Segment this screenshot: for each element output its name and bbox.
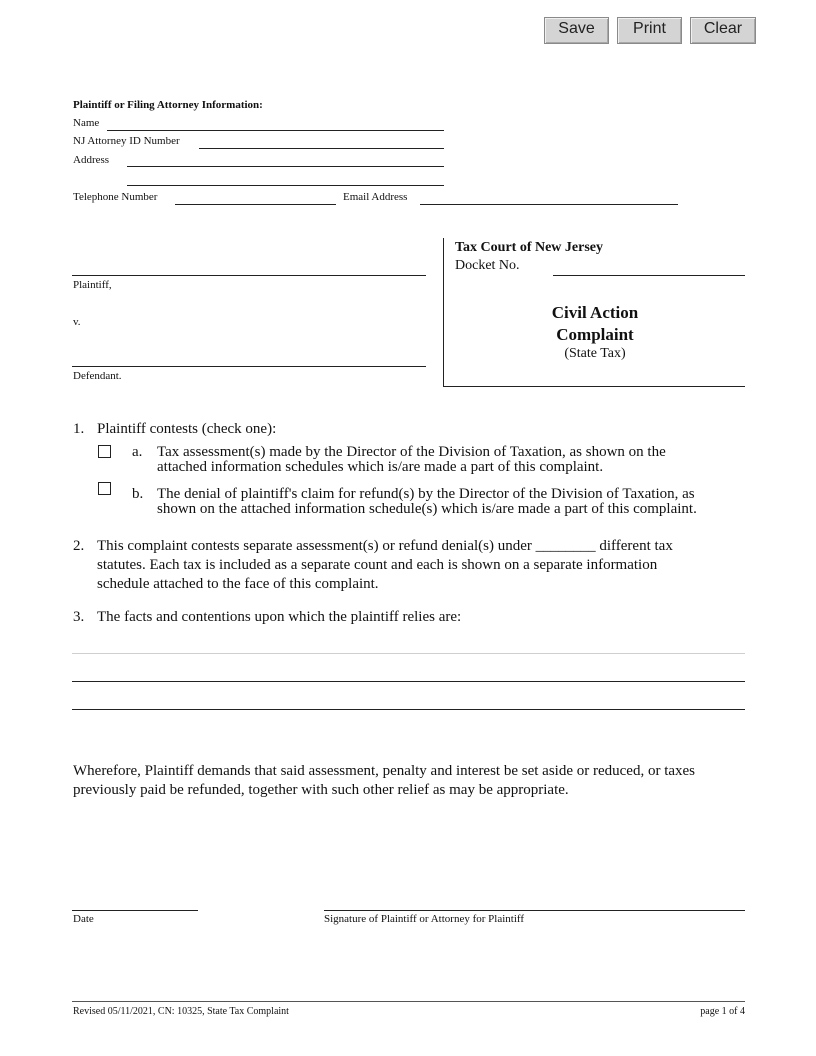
signature-label: Signature of Plaintiff or Attorney for Plaintiff <box>324 913 525 925</box>
telephone-label: Telephone Number <box>73 191 158 203</box>
document-title-line2: Complaint <box>556 325 634 344</box>
address-line1-input[interactable] <box>127 152 444 167</box>
versus-label: v. <box>73 316 81 328</box>
option-b-letter: b. <box>132 486 144 502</box>
caption-divider-bottom <box>443 386 745 387</box>
option-a-text-line2: attached information schedules which is/are made a part of this complaint. <box>157 459 604 475</box>
print-button[interactable]: Print <box>617 17 682 44</box>
caption-divider-vertical <box>443 238 444 386</box>
item3-text: The facts and contentions upon which the plaintiff relies are: <box>97 609 462 625</box>
facts-line-1[interactable] <box>72 653 745 654</box>
plaintiff-label: Plaintiff, <box>73 279 112 291</box>
docket-number-input[interactable] <box>553 261 745 276</box>
facts-line-2[interactable] <box>72 681 745 682</box>
revision-info: Revised 05/11/2021, CN: 10325, State Tax Complaint <box>73 1006 289 1017</box>
item2-text-line1b: different tax <box>599 538 673 554</box>
name-label: Name <box>73 117 100 129</box>
document-subtitle: (State Tax) <box>564 346 626 361</box>
attorney-id-input[interactable] <box>199 134 444 149</box>
item2-text-line2: statutes. Each tax is included as a separate count and each is shown on a separate information <box>97 557 658 573</box>
option-a-text-line1: Tax assessment(s) made by the Director of the Division of Taxation, as shown on the <box>157 444 666 460</box>
attorney-id-label: NJ Attorney ID Number <box>73 135 180 147</box>
address-label: Address <box>73 154 110 166</box>
docket-label: Docket No. <box>455 258 520 273</box>
item2-text-line3: schedule attached to the face of this complaint. <box>97 576 379 592</box>
email-input[interactable] <box>420 190 678 205</box>
name-input[interactable] <box>107 116 444 131</box>
item2-number: 2. <box>73 538 85 554</box>
address-line2-input[interactable] <box>127 171 444 186</box>
page-number: page 1 of 4 <box>700 1006 745 1017</box>
item1-text: Plaintiff contests (check one): <box>97 421 277 437</box>
defendant-name-input[interactable] <box>72 352 426 367</box>
statute-count-input[interactable]: ________ <box>535 538 596 554</box>
attorney-info-heading: Plaintiff or Filing Attorney Information: <box>73 99 263 111</box>
email-label: Email Address <box>343 191 408 203</box>
signature-input[interactable] <box>324 896 745 911</box>
option-b-checkbox[interactable] <box>98 482 111 495</box>
option-b-text-line2: shown on the attached information schedule(s) which is/are made a part of this complaint. <box>157 501 697 517</box>
item2-text-line1a: This complaint contests separate assessment(s) or refund denial(s) under <box>97 538 532 554</box>
wherefore-line2: previously paid be refunded, together with such other relief as may be appropriate. <box>73 782 569 798</box>
footer-rule <box>72 1001 745 1002</box>
document-title-line1: Civil Action <box>551 303 639 322</box>
save-button[interactable]: Save <box>544 17 609 44</box>
option-b-text-line1: The denial of plaintiff's claim for refund(s) by the Director of the Division of Taxation, as <box>157 486 695 502</box>
court-name: Tax Court of New Jersey <box>455 240 604 255</box>
option-a-letter: a. <box>132 444 143 460</box>
date-label: Date <box>73 913 94 925</box>
option-a-checkbox[interactable] <box>98 445 111 458</box>
wherefore-line1: Wherefore, Plaintiff demands that said assessment, penalty and interest be set aside or reduced, or taxes <box>73 763 696 779</box>
item2-text-line1 <box>97 538 673 555</box>
item3-number: 3. <box>73 609 85 625</box>
date-input[interactable] <box>72 896 198 911</box>
facts-line-3[interactable] <box>72 709 745 710</box>
item1-number: 1. <box>73 421 85 437</box>
telephone-input[interactable] <box>175 190 336 205</box>
clear-button[interactable]: Clear <box>690 17 756 44</box>
defendant-label: Defendant. <box>73 370 122 382</box>
plaintiff-name-input[interactable] <box>72 261 426 276</box>
